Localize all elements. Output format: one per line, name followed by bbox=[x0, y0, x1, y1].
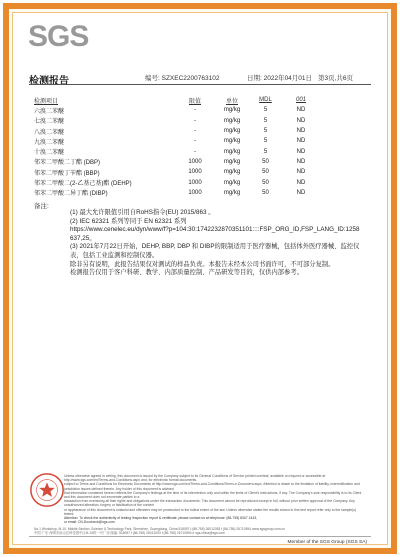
table-row bbox=[34, 177, 321, 187]
cell-unit: mg/kg bbox=[223, 148, 241, 155]
cell-unit: mg/kg bbox=[223, 158, 241, 165]
cell-limit: 1000 bbox=[188, 179, 202, 186]
page-indicator: 第3页,共6页 bbox=[318, 75, 354, 82]
fine-line: transaction from exercising all their rights and obligations under the transaction documents. This document cannot be reproduced except in full, without prior written approval of the Company. Any unauthorized alteration, forgery or falsification of the content bbox=[64, 499, 355, 508]
terms-fine-print bbox=[64, 474, 364, 524]
cell-unit: mg/kg bbox=[223, 189, 241, 196]
seal-stamp-icon bbox=[28, 470, 66, 510]
report-title: 检测报告 bbox=[29, 76, 69, 87]
footer-rule bbox=[29, 536, 371, 537]
table-row bbox=[34, 167, 321, 177]
address-line-cn: 中国·广东·深圳市南山区科技园中区M-10栋一号厂房 邮编: 518057 t (86-755) 26012053 f (86-755) 26710594 e sgs.china@sgs.com bbox=[34, 531, 225, 536]
cell-mdl: 50 bbox=[262, 179, 269, 186]
fine-line: Attention: To check the authenticity of testing /inspection report & certificate, please contact us at telephone: (86-755) 8307 1443, bbox=[64, 516, 258, 521]
col-header-unit: 单位 bbox=[225, 98, 238, 105]
cell-result: ND bbox=[296, 169, 306, 176]
cell-limit: 1000 bbox=[188, 189, 202, 196]
table-row bbox=[34, 188, 321, 198]
note-4: 除非另有说明，此报告结果仅对测试的样品负责。本报告未经本公司书面许可，不可部分复制。 bbox=[70, 260, 335, 268]
table-row bbox=[34, 116, 321, 126]
cell-limit: 1000 bbox=[188, 158, 202, 165]
address-block bbox=[34, 527, 364, 535]
cell-item: 七溴二苯醚 bbox=[34, 119, 65, 126]
cell-unit: mg/kg bbox=[223, 117, 241, 124]
cell-mdl: 5 bbox=[263, 117, 268, 124]
table-header-row bbox=[34, 95, 321, 105]
note-1: (1) 最大允许限值引用自RoHS指令(EU) 2015/863 。 bbox=[70, 209, 215, 216]
report-number: 编号: SZXEC2200763102 bbox=[145, 75, 220, 82]
cell-item: 邻苯二甲酸二(2-乙基己基)酯 (DEHP) bbox=[34, 181, 132, 188]
cell-limit: - bbox=[194, 117, 196, 124]
cell-mdl: 5 bbox=[263, 148, 268, 155]
col-header-mdl: MDL bbox=[259, 97, 272, 104]
cell-unit: mg/kg bbox=[223, 107, 241, 114]
cell-limit: 1000 bbox=[188, 169, 202, 176]
cell-result: ND bbox=[296, 117, 306, 124]
cell-mdl: 50 bbox=[262, 158, 269, 165]
table-row bbox=[34, 146, 321, 156]
fine-line: that information contained hereon reflects the Company's findings at the time of its intervention only and within the limits of Client's instructions, if any. The Company's sole responsibility is to its Client and this document does not exonerate parties to a bbox=[64, 490, 362, 500]
table-row bbox=[34, 105, 321, 115]
fine-line: or email: CN.Doccheck@sgs.com bbox=[64, 520, 115, 525]
col-header-sample: 001 bbox=[295, 97, 306, 104]
cell-limit: - bbox=[194, 148, 196, 155]
cell-result: ND bbox=[296, 128, 306, 135]
notes-label: 备注: bbox=[34, 203, 49, 210]
cell-item: 十溴二苯醚 bbox=[34, 150, 65, 157]
cell-item: 八溴二苯醚 bbox=[34, 129, 65, 136]
note-5: 检测报告仅用于客户科研、教学、内部质量控制、产品研发等目的，仅供内部参考。 bbox=[70, 269, 303, 277]
cell-item: 六溴二苯醚 bbox=[34, 108, 65, 115]
cell-result: ND bbox=[296, 179, 306, 186]
cell-result: ND bbox=[296, 138, 306, 145]
cell-result: ND bbox=[296, 189, 306, 196]
cell-item: 邻苯二甲酸丁苄酯 (BBP) bbox=[34, 170, 100, 177]
note-3: (3) 2021年7月22日开始，DEHP, BBP, DBP 和 DIBP的限制适用于医疗器械，包括体外医疗器械、监控仪表，包括工业监测和控制仪器。 bbox=[70, 243, 360, 259]
cell-result: ND bbox=[296, 158, 306, 165]
cell-mdl: 5 bbox=[263, 128, 268, 135]
fine-line: subject to Terms and Conditions for Electronic Documents at http://www.sgs.com/en/Terms-and-Conditions/Terms-e-Document.aspx. Attention is drawn to the limitation of liability, indemnification and jurisdiction issues defined therein. Any holder of this document is advised bbox=[64, 482, 360, 491]
cell-mdl: 5 bbox=[263, 107, 268, 114]
cell-item: 邻苯二甲酸二丁酯 (DBP) bbox=[34, 160, 101, 167]
sgs-logo: SGS bbox=[28, 20, 89, 53]
table-row bbox=[34, 136, 321, 146]
notes-block bbox=[70, 209, 360, 278]
note-2: (2) IEC 62321 系列等同于 EN 62321 系列 bbox=[70, 217, 187, 225]
fine-line: Unless otherwise agreed in writing, this document is issued by the Company subject to its General Conditions of Service printed overleaf, available on request or accessible at http://www.sgs.com/en/Terms-and-Conditions.aspx and, for electronic format documents, bbox=[64, 474, 326, 483]
fine-line: or appearance of this document is unlawful and offenders may be prosecuted to the fullest extent of the law. Unless otherwise stated the results shown in this test report refer only to the sample(s) tested. bbox=[64, 507, 357, 516]
col-header-limit: 限值 bbox=[188, 98, 201, 105]
cell-item: 九溴二苯醚 bbox=[34, 139, 65, 146]
table-row bbox=[34, 157, 321, 167]
cell-mdl: 5 bbox=[263, 138, 268, 145]
results-table bbox=[34, 95, 321, 198]
cell-limit: - bbox=[194, 107, 196, 114]
cell-item: 邻苯二甲酸二异丁酯 (DIBP) bbox=[34, 191, 108, 198]
cell-result: ND bbox=[296, 107, 306, 114]
cell-result: ND bbox=[296, 148, 306, 155]
member-note: Member of the SGS Group (SGS SA) bbox=[287, 540, 367, 545]
report-date: 日期: 2022年04月01日 bbox=[247, 75, 313, 82]
note-2-url: https://www.cenelec.eu/dyn/www/f?p=104:30:1742232870351101::::FSP_ORG_ID,FSP_LANG_ID:1258637,25。 bbox=[70, 226, 360, 242]
header-rule bbox=[29, 84, 371, 85]
address-line-en: No.1 Workshop, M-10, Middle Section, Science & Technology Park, Shenzhen, Guangdong, China 518057 t (86-755) 26012053 f (86-755) 26710594 www.sgsgroup.com.cn bbox=[34, 527, 285, 531]
cell-unit: mg/kg bbox=[223, 128, 241, 135]
cell-unit: mg/kg bbox=[223, 169, 241, 176]
table-row bbox=[34, 126, 321, 136]
cell-mdl: 50 bbox=[262, 169, 269, 176]
col-header-item: 检测项目 bbox=[34, 98, 59, 105]
cell-unit: mg/kg bbox=[223, 138, 241, 145]
cell-limit: - bbox=[194, 128, 196, 135]
cell-unit: mg/kg bbox=[223, 179, 241, 186]
cell-limit: - bbox=[194, 138, 196, 145]
cell-mdl: 50 bbox=[262, 189, 269, 196]
page-inner bbox=[12, 12, 388, 545]
